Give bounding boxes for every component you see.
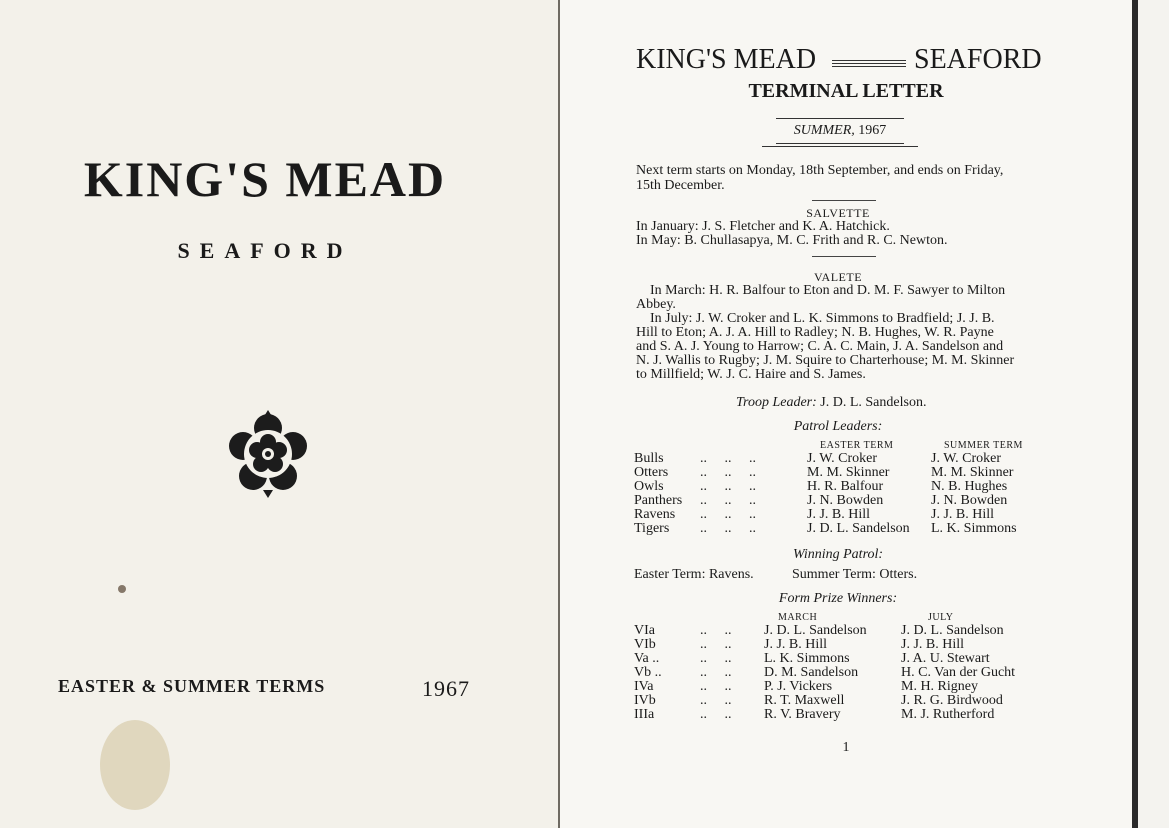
march-winner: J. D. L. Sandelson [764, 623, 867, 638]
form-dots: .. .. [700, 651, 732, 666]
july-winner: J. A. U. Stewart [901, 651, 990, 666]
march-winner: R. V. Bravery [764, 707, 841, 722]
paper-stain [100, 720, 170, 810]
form-name: IVb [634, 693, 656, 708]
troop-leader-label: Troop Leader: [736, 395, 817, 410]
winning-patrol-heading: Winning Patrol: [792, 547, 884, 562]
easter-leader: M. M. Skinner [807, 465, 890, 480]
leader-dots: .. .. .. [700, 507, 756, 522]
page-number: 1 [842, 740, 850, 755]
leader-dots: .. .. .. [700, 465, 756, 480]
easter-leader: J. D. L. Sandelson [807, 521, 910, 536]
header-school-name: KING'S MEAD [636, 44, 817, 75]
patrol-leaders-heading: Patrol Leaders: [793, 419, 883, 434]
cover-title: KING'S MEAD [83, 151, 447, 207]
valete-heading: VALETE [813, 270, 863, 284]
season-label [776, 118, 904, 144]
patrol-name: Otters [634, 465, 669, 480]
form-name: IVa [634, 679, 654, 694]
header-town-name: SEAFORD [914, 44, 1042, 75]
form-dots: .. .. [700, 693, 732, 708]
season-name: SUMMER, [793, 123, 855, 138]
leader-dots: .. .. .. [700, 451, 756, 466]
form-name: VIb [634, 637, 656, 652]
form-name: Va .. [634, 651, 660, 666]
paper-mark [118, 585, 126, 593]
salvete-line-1: In January: J. S. Fletcher and K. A. Hatchick. [636, 219, 890, 234]
patrol-col-summer: SUMMER TERM [944, 440, 1023, 451]
valete-line-1: In March: H. R. Balfour to Eton and D. M. F. Sawyer to Milton [650, 283, 1006, 298]
july-winner: M. J. Rutherford [901, 707, 995, 722]
march-winner: J. J. B. Hill [764, 637, 828, 652]
patrol-name: Tigers [634, 521, 670, 536]
summer-leader: L. K. Simmons [931, 521, 1017, 536]
easter-leader: J. J. B. Hill [807, 507, 871, 522]
summer-leader: J. N. Bowden [931, 493, 1008, 508]
july-winner: H. C. Van der Gucht [901, 665, 1016, 680]
summer-leader: J. W. Croker [931, 451, 1001, 466]
easter-leader: H. R. Balfour [807, 479, 884, 494]
troop-leader [736, 396, 926, 410]
form-dots: .. .. [700, 637, 732, 652]
form-name: Vb .. [634, 665, 662, 680]
march-winner: D. M. Sandelson [764, 665, 859, 680]
patrol-col-easter: EASTER TERM [820, 440, 894, 451]
form-col-july: JULY [928, 612, 954, 623]
form-prizes-heading: Form Prize Winners: [778, 591, 898, 606]
section-divider [812, 256, 876, 257]
form-dots: .. .. [700, 679, 732, 694]
patrol-name: Bulls [634, 451, 664, 466]
easter-leader: J. N. Bowden [807, 493, 884, 508]
valete-line-2: Abbey. [636, 297, 676, 312]
summer-leader: J. J. B. Hill [931, 507, 995, 522]
leader-dots: .. .. .. [700, 521, 756, 536]
summer-leader: N. B. Hughes [931, 479, 1008, 494]
form-name: IIIa [634, 707, 655, 722]
tudor-rose-icon [226, 408, 310, 500]
july-winner: J. D. L. Sandelson [901, 623, 1004, 638]
next-term-line-1: Next term starts on Monday, 18th September, and ends on Friday, [636, 163, 1004, 178]
july-winner: M. H. Rigney [901, 679, 978, 694]
form-dots: .. .. [700, 665, 732, 680]
valete-line-4: Hill to Eton; A. J. A. Hill to Radley; N. B. Hughes, W. R. Payne [636, 325, 994, 340]
march-winner: R. T. Maxwell [764, 693, 845, 708]
form-dots: .. .. [700, 707, 732, 722]
valete-line-3: In July: J. W. Croker and L. K. Simmons to Bradfield; J. J. B. [650, 311, 995, 326]
leader-dots: .. .. .. [700, 493, 756, 508]
salvete-heading: SALVETTE [806, 206, 870, 220]
winning-patrol-easter: Easter Term: Ravens. [634, 567, 754, 582]
salvete-line-2: In May: B. Chullasapya, M. C. Frith and R. C. Newton. [636, 233, 948, 248]
summer-leader: M. M. Skinner [931, 465, 1014, 480]
letter-title: TERMINAL LETTER [748, 80, 944, 102]
cover-terms: EASTER & SUMMER TERMS [58, 676, 326, 696]
march-winner: P. J. Vickers [764, 679, 833, 694]
troop-leader-name: J. D. L. Sandelson. [820, 395, 927, 410]
form-dots: .. .. [700, 623, 732, 638]
form-name: VIa [634, 623, 655, 638]
season-rule [762, 146, 918, 147]
patrol-name: Panthers [634, 493, 683, 508]
form-col-march: MARCH [778, 612, 818, 623]
valete-line-7: to Millfield; W. J. C. Haire and S. James. [636, 367, 866, 382]
july-winner: J. R. G. Birdwood [901, 693, 1003, 708]
winning-patrol-summer: Summer Term: Otters. [792, 567, 918, 582]
cover-year: 1967 [422, 676, 470, 701]
next-term-line-2: 15th December. [636, 178, 725, 193]
march-winner: L. K. Simmons [764, 651, 850, 666]
season-year: 1967 [858, 123, 887, 138]
patrol-name: Owls [634, 479, 664, 494]
leader-dots: .. .. .. [700, 479, 756, 494]
patrol-name: Ravens [634, 507, 676, 522]
section-divider [812, 200, 876, 201]
valete-line-6: N. J. Wallis to Rugby; J. M. Squire to Charterhouse; M. M. Skinner [636, 353, 1015, 368]
header-double-rule [832, 60, 906, 69]
easter-leader: J. W. Croker [807, 451, 877, 466]
next-page-strip [1138, 0, 1169, 828]
cover-subtitle: SEAFORD [177, 238, 353, 263]
july-winner: J. J. B. Hill [901, 637, 965, 652]
valete-line-5: and S. A. J. Young to Harrow; C. A. C. Main, J. A. Sandelson and [636, 339, 1004, 354]
